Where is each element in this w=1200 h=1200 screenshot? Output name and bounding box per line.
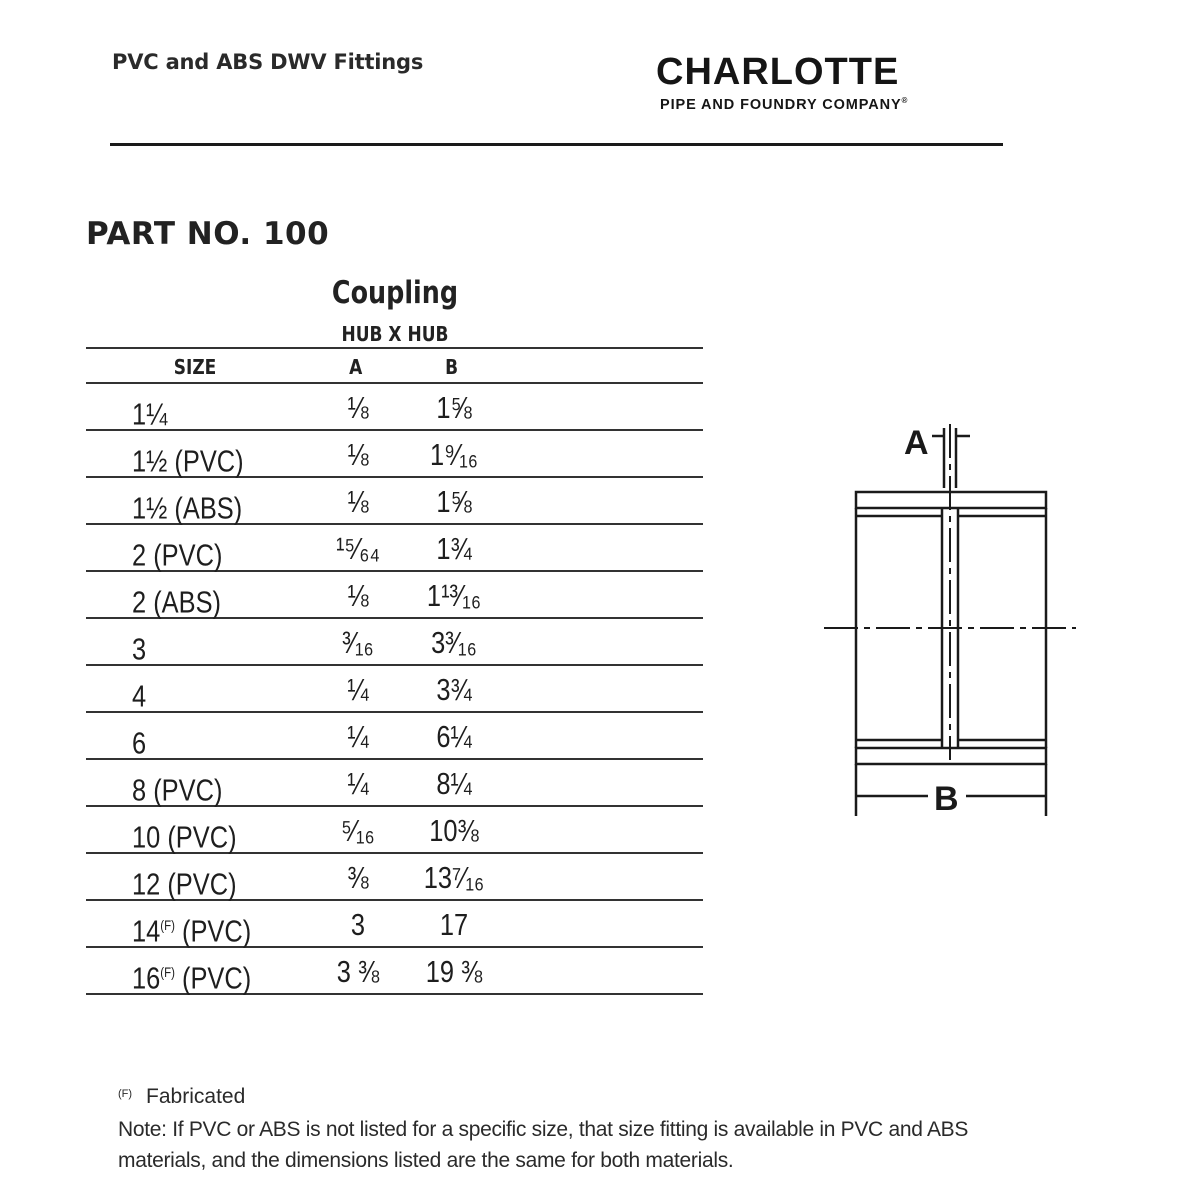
size-cell: [132, 580, 221, 618]
table-row: [86, 384, 703, 431]
dimension-b-label: B: [934, 780, 959, 818]
fabricated-text: Fabricated: [146, 1085, 246, 1108]
a-cell: ⅛: [347, 578, 369, 613]
size-value: 1½: [132, 490, 168, 526]
size-cell: [132, 815, 237, 853]
brand-tagline-text: PIPE AND FOUNDRY COMPANY: [660, 96, 902, 113]
b-cell: 3¾: [436, 672, 472, 707]
size-cell: [132, 486, 242, 524]
b-cell: 10⅜: [429, 813, 479, 848]
size-footnote-mark: (F): [160, 917, 175, 933]
a-cell: ⅜: [347, 860, 369, 895]
a-cell: ³⁄₁₆: [342, 625, 374, 660]
b-cell: 19 ⅜: [425, 954, 483, 989]
table-header: [86, 349, 703, 384]
table-row: [86, 854, 703, 901]
b-cell: 1⅝: [436, 390, 472, 425]
size-cell: [132, 533, 222, 571]
table-row: [86, 572, 703, 619]
size-value: 4: [132, 678, 147, 714]
size-cell: [132, 721, 146, 759]
size-material: (PVC): [160, 866, 237, 902]
dimension-a-label: A: [904, 424, 929, 462]
column-header-a: A: [349, 355, 363, 379]
size-cell: [132, 392, 167, 430]
size-value: 8: [132, 772, 147, 808]
a-cell: ⅛: [347, 390, 369, 425]
table-row: [86, 525, 703, 572]
fabricated-mark: (F): [118, 1088, 133, 1100]
size-material: (PVC): [160, 819, 237, 855]
size-cell: [132, 439, 244, 477]
a-cell: 3 ⅜: [336, 954, 380, 989]
size-cell: [132, 909, 251, 947]
b-cell: 8¼: [436, 766, 472, 801]
size-cell: [132, 956, 251, 994]
material-note: Note: If PVC or ABS is not listed for a specific size, that size fitting is available in PVC and ABS materials, and the dimensions listed are the same for both materials.: [118, 1118, 969, 1172]
table-body: [86, 384, 703, 995]
size-material: (PVC): [146, 537, 223, 573]
item-type: HUB X HUB: [341, 322, 449, 346]
b-cell: 17: [439, 907, 469, 942]
b-cell: 1¾: [436, 531, 472, 566]
size-material: (PVC): [174, 913, 252, 949]
size-cell: [132, 862, 237, 900]
size-cell: [132, 627, 146, 665]
brand-tagline: [660, 96, 908, 113]
table-row: [86, 901, 703, 948]
column-header-b: B: [445, 355, 459, 379]
size-value: 12: [132, 866, 161, 902]
footnote-fabricated: [118, 1085, 245, 1109]
item-name: Coupling: [331, 275, 459, 311]
a-cell: ¼: [347, 672, 369, 707]
table-row: [86, 760, 703, 807]
a-cell: ⁵⁄₁₆: [341, 813, 375, 848]
brand-name: CHARLOTTE: [656, 51, 900, 93]
size-material: (PVC): [146, 772, 223, 808]
size-material: (ABS): [146, 584, 222, 620]
size-value: 6: [132, 725, 147, 761]
b-cell: 1⁹⁄₁₆: [429, 437, 479, 472]
a-cell: ¹⁵⁄₆₄: [336, 531, 380, 566]
size-value: 14: [132, 913, 161, 949]
b-cell: 6¼: [436, 719, 472, 754]
subtitle: PVC and ABS DWV Fittings: [112, 50, 424, 74]
a-cell: ¼: [347, 719, 369, 754]
b-cell: 1⅝: [436, 484, 472, 519]
table-row: [86, 666, 703, 713]
size-value: 10: [132, 819, 161, 855]
table-row: [86, 619, 703, 666]
header-divider: [110, 143, 1003, 146]
b-cell: 1¹³⁄₁₆: [426, 578, 482, 613]
size-value: 3: [132, 631, 147, 667]
table-row: [86, 431, 703, 478]
coupling-diagram: [820, 420, 1090, 830]
table-row: [86, 478, 703, 525]
column-header-size: SIZE: [173, 355, 217, 379]
size-value: 2: [132, 537, 147, 573]
size-material: (PVC): [174, 960, 252, 996]
size-cell: [132, 768, 222, 806]
a-cell: ⅛: [347, 484, 369, 519]
a-cell: 3: [350, 907, 366, 942]
a-cell: ¼: [347, 766, 369, 801]
table-row: [86, 807, 703, 854]
size-value: 16: [132, 960, 161, 996]
size-cell: [132, 674, 146, 712]
part-number: PART NO. 100: [86, 216, 330, 252]
size-value: 2: [132, 584, 147, 620]
size-material: (ABS): [167, 490, 243, 526]
a-cell: ⅛: [347, 437, 369, 472]
size-value: 1¼: [132, 396, 168, 432]
b-cell: 3³⁄₁₆: [431, 625, 477, 660]
registered-mark: ®: [901, 96, 909, 105]
size-value: 1½: [132, 443, 168, 479]
table-row: [86, 948, 703, 995]
dimensions-table: [86, 347, 703, 995]
b-cell: 13⁷⁄₁₆: [423, 860, 485, 895]
table-row: [86, 713, 703, 760]
size-footnote-mark: (F): [160, 964, 175, 980]
size-material: (PVC): [167, 443, 244, 479]
